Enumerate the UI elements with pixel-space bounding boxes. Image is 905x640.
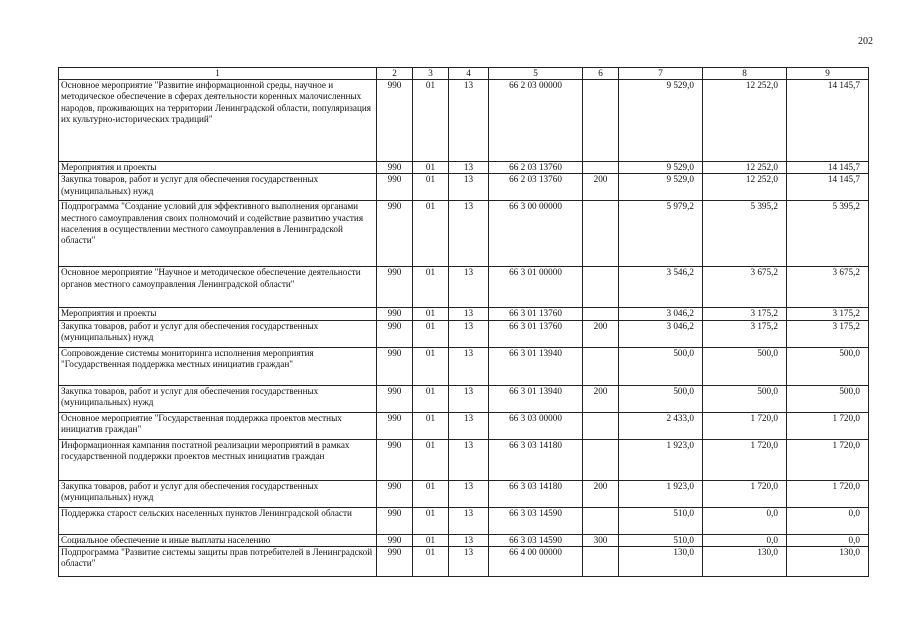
amount-2020: 12 252,0 (703, 162, 787, 174)
amount-2021: 14 145,7 (787, 162, 869, 174)
expense-type (583, 162, 619, 174)
expense-type (583, 267, 619, 308)
expense-type: 300 (583, 534, 619, 546)
section-code: 01 (413, 534, 449, 546)
subsection-code: 13 (449, 308, 489, 320)
grbs-code: 990 (377, 201, 413, 267)
expense-type (583, 507, 619, 534)
amount-2021: 5 395,2 (787, 201, 869, 267)
section-code: 01 (413, 80, 449, 162)
amount-2019: 3 546,2 (619, 267, 703, 308)
item-name: Сопровождение системы мониторинга исполнения мероприятия "Государственная поддержка местных инициатив граждан" (59, 347, 377, 385)
table-row (59, 546, 869, 576)
target-article: 66 3 01 13760 (489, 308, 583, 320)
subsection-code: 13 (449, 412, 489, 439)
item-name: Мероприятия и проекты (59, 308, 377, 320)
expense-type: 200 (583, 385, 619, 412)
amount-2020: 3 675,2 (703, 267, 787, 308)
grbs-code: 990 (377, 507, 413, 534)
table-row (59, 412, 869, 439)
item-name: Закупка товаров, работ и услуг для обеспечения государственных (муниципальных) нужд (59, 174, 377, 201)
amount-2021: 1 720,0 (787, 480, 869, 507)
section-code: 01 (413, 162, 449, 174)
item-name: Подпрограмма "Развитие системы защиты прав потребителей в Ленинградской области" (59, 546, 377, 576)
table-row (59, 439, 869, 480)
subsection-code: 13 (449, 480, 489, 507)
header-row (59, 68, 869, 80)
table-row (59, 162, 869, 174)
amount-2021: 130,0 (787, 546, 869, 576)
page-number: 202 (858, 36, 873, 47)
header-cell: 1 (59, 68, 377, 80)
amount-2019: 1 923,0 (619, 480, 703, 507)
amount-2019: 2 433,0 (619, 412, 703, 439)
expense-type (583, 439, 619, 480)
subsection-code: 13 (449, 546, 489, 576)
section-code: 01 (413, 439, 449, 480)
table-row (59, 534, 869, 546)
section-code: 01 (413, 412, 449, 439)
target-article: 66 3 03 00000 (489, 412, 583, 439)
item-name: Основное мероприятие "Государственная поддержка проектов местных инициатив граждан" (59, 412, 377, 439)
target-article: 66 3 03 14180 (489, 480, 583, 507)
target-article: 66 2 03 13760 (489, 162, 583, 174)
table-row (59, 347, 869, 385)
subsection-code: 13 (449, 385, 489, 412)
amount-2021: 0,0 (787, 534, 869, 546)
subsection-code: 13 (449, 347, 489, 385)
target-article: 66 4 00 00000 (489, 546, 583, 576)
section-code: 01 (413, 308, 449, 320)
amount-2020: 5 395,2 (703, 201, 787, 267)
amount-2019: 9 529,0 (619, 80, 703, 162)
expense-type (583, 412, 619, 439)
item-name: Основное мероприятие "Научное и методическое обеспечение деятельности органов местного самоуправления Ленинградской области" (59, 267, 377, 308)
header-cell: 8 (703, 68, 787, 80)
amount-2021: 14 145,7 (787, 174, 869, 201)
amount-2021: 0,0 (787, 507, 869, 534)
amount-2020: 1 720,0 (703, 412, 787, 439)
table-row (59, 174, 869, 201)
section-code: 01 (413, 267, 449, 308)
amount-2021: 1 720,0 (787, 412, 869, 439)
grbs-code: 990 (377, 546, 413, 576)
target-article: 66 3 03 14180 (489, 439, 583, 480)
amount-2020: 0,0 (703, 507, 787, 534)
item-name: Подпрограмма "Создание условий для эффективного выполнения органами местного самоуправления своих полномочий и содействие развитию участия населения в осуществлении местного самоуправления в Ленинградской области" (59, 201, 377, 267)
table-row (59, 385, 869, 412)
amount-2019: 9 529,0 (619, 174, 703, 201)
section-code: 01 (413, 546, 449, 576)
expense-type: 200 (583, 320, 619, 347)
subsection-code: 13 (449, 534, 489, 546)
section-code: 01 (413, 201, 449, 267)
table-row (59, 480, 869, 507)
table-row (59, 308, 869, 320)
amount-2019: 3 046,2 (619, 320, 703, 347)
grbs-code: 990 (377, 480, 413, 507)
section-code: 01 (413, 507, 449, 534)
expense-type (583, 347, 619, 385)
table-row (59, 267, 869, 308)
target-article: 66 3 03 14590 (489, 507, 583, 534)
target-article: 66 3 01 00000 (489, 267, 583, 308)
expense-type: 200 (583, 480, 619, 507)
target-article: 66 3 01 13760 (489, 320, 583, 347)
table-row (59, 201, 869, 267)
header-cell: 3 (413, 68, 449, 80)
subsection-code: 13 (449, 507, 489, 534)
amount-2021: 500,0 (787, 385, 869, 412)
amount-2021: 3 175,2 (787, 320, 869, 347)
amount-2021: 3 675,2 (787, 267, 869, 308)
amount-2020: 1 720,0 (703, 480, 787, 507)
budget-table (58, 67, 869, 577)
amount-2021: 3 175,2 (787, 308, 869, 320)
subsection-code: 13 (449, 320, 489, 347)
header-cell: 9 (787, 68, 869, 80)
amount-2020: 130,0 (703, 546, 787, 576)
amount-2020: 3 175,2 (703, 320, 787, 347)
grbs-code: 990 (377, 385, 413, 412)
grbs-code: 990 (377, 412, 413, 439)
target-article: 66 2 03 00000 (489, 80, 583, 162)
expense-type (583, 546, 619, 576)
expense-type: 200 (583, 174, 619, 201)
grbs-code: 990 (377, 174, 413, 201)
target-article: 66 3 01 13940 (489, 385, 583, 412)
grbs-code: 990 (377, 267, 413, 308)
header-cell: 2 (377, 68, 413, 80)
expense-type (583, 80, 619, 162)
header-cell: 4 (449, 68, 489, 80)
grbs-code: 990 (377, 439, 413, 480)
table-row (59, 80, 869, 162)
subsection-code: 13 (449, 201, 489, 267)
item-name: Закупка товаров, работ и услуг для обеспечения государственных (муниципальных) нужд (59, 320, 377, 347)
grbs-code: 990 (377, 347, 413, 385)
amount-2020: 500,0 (703, 347, 787, 385)
item-name: Информационная кампания постатной реализации мероприятий в рамках государственной поддержки проектов местных инициатив граждан (59, 439, 377, 480)
amount-2019: 3 046,2 (619, 308, 703, 320)
grbs-code: 990 (377, 320, 413, 347)
grbs-code: 990 (377, 534, 413, 546)
table-row (59, 507, 869, 534)
section-code: 01 (413, 320, 449, 347)
grbs-code: 990 (377, 80, 413, 162)
target-article: 66 3 01 13940 (489, 347, 583, 385)
subsection-code: 13 (449, 80, 489, 162)
amount-2019: 130,0 (619, 546, 703, 576)
amount-2019: 1 923,0 (619, 439, 703, 480)
item-name: Основное мероприятие "Развитие информационной среды, научное и методическое обеспечение в сферах деятельности коренных малочисленных народов, проживающих на территории Ленинградской области, популяризация их культурно-исторических традиций" (59, 80, 377, 162)
amount-2019: 9 529,0 (619, 162, 703, 174)
header-cell: 5 (489, 68, 583, 80)
amount-2020: 1 720,0 (703, 439, 787, 480)
section-code: 01 (413, 174, 449, 201)
amount-2019: 510,0 (619, 507, 703, 534)
grbs-code: 990 (377, 162, 413, 174)
target-article: 66 2 03 13760 (489, 174, 583, 201)
item-name: Социальное обеспечение и иные выплаты населению (59, 534, 377, 546)
amount-2019: 510,0 (619, 534, 703, 546)
amount-2019: 500,0 (619, 347, 703, 385)
header-cell: 7 (619, 68, 703, 80)
amount-2021: 14 145,7 (787, 80, 869, 162)
item-name: Мероприятия и проекты (59, 162, 377, 174)
amount-2020: 500,0 (703, 385, 787, 412)
amount-2020: 12 252,0 (703, 174, 787, 201)
amount-2020: 0,0 (703, 534, 787, 546)
target-article: 66 3 00 00000 (489, 201, 583, 267)
item-name: Закупка товаров, работ и услуг для обеспечения государственных (муниципальных) нужд (59, 480, 377, 507)
expense-type (583, 308, 619, 320)
section-code: 01 (413, 480, 449, 507)
amount-2020: 12 252,0 (703, 80, 787, 162)
grbs-code: 990 (377, 308, 413, 320)
amount-2021: 500,0 (787, 347, 869, 385)
item-name: Закупка товаров, работ и услуг для обеспечения государственных (муниципальных) нужд (59, 385, 377, 412)
amount-2021: 1 720,0 (787, 439, 869, 480)
amount-2019: 5 979,2 (619, 201, 703, 267)
subsection-code: 13 (449, 439, 489, 480)
expense-type (583, 201, 619, 267)
amount-2019: 500,0 (619, 385, 703, 412)
subsection-code: 13 (449, 267, 489, 308)
section-code: 01 (413, 385, 449, 412)
target-article: 66 3 03 14590 (489, 534, 583, 546)
header-cell: 6 (583, 68, 619, 80)
item-name: Поддержка старост сельских населенных пунктов Ленинградской области (59, 507, 377, 534)
subsection-code: 13 (449, 174, 489, 201)
subsection-code: 13 (449, 162, 489, 174)
table-row (59, 320, 869, 347)
amount-2020: 3 175,2 (703, 308, 787, 320)
section-code: 01 (413, 347, 449, 385)
